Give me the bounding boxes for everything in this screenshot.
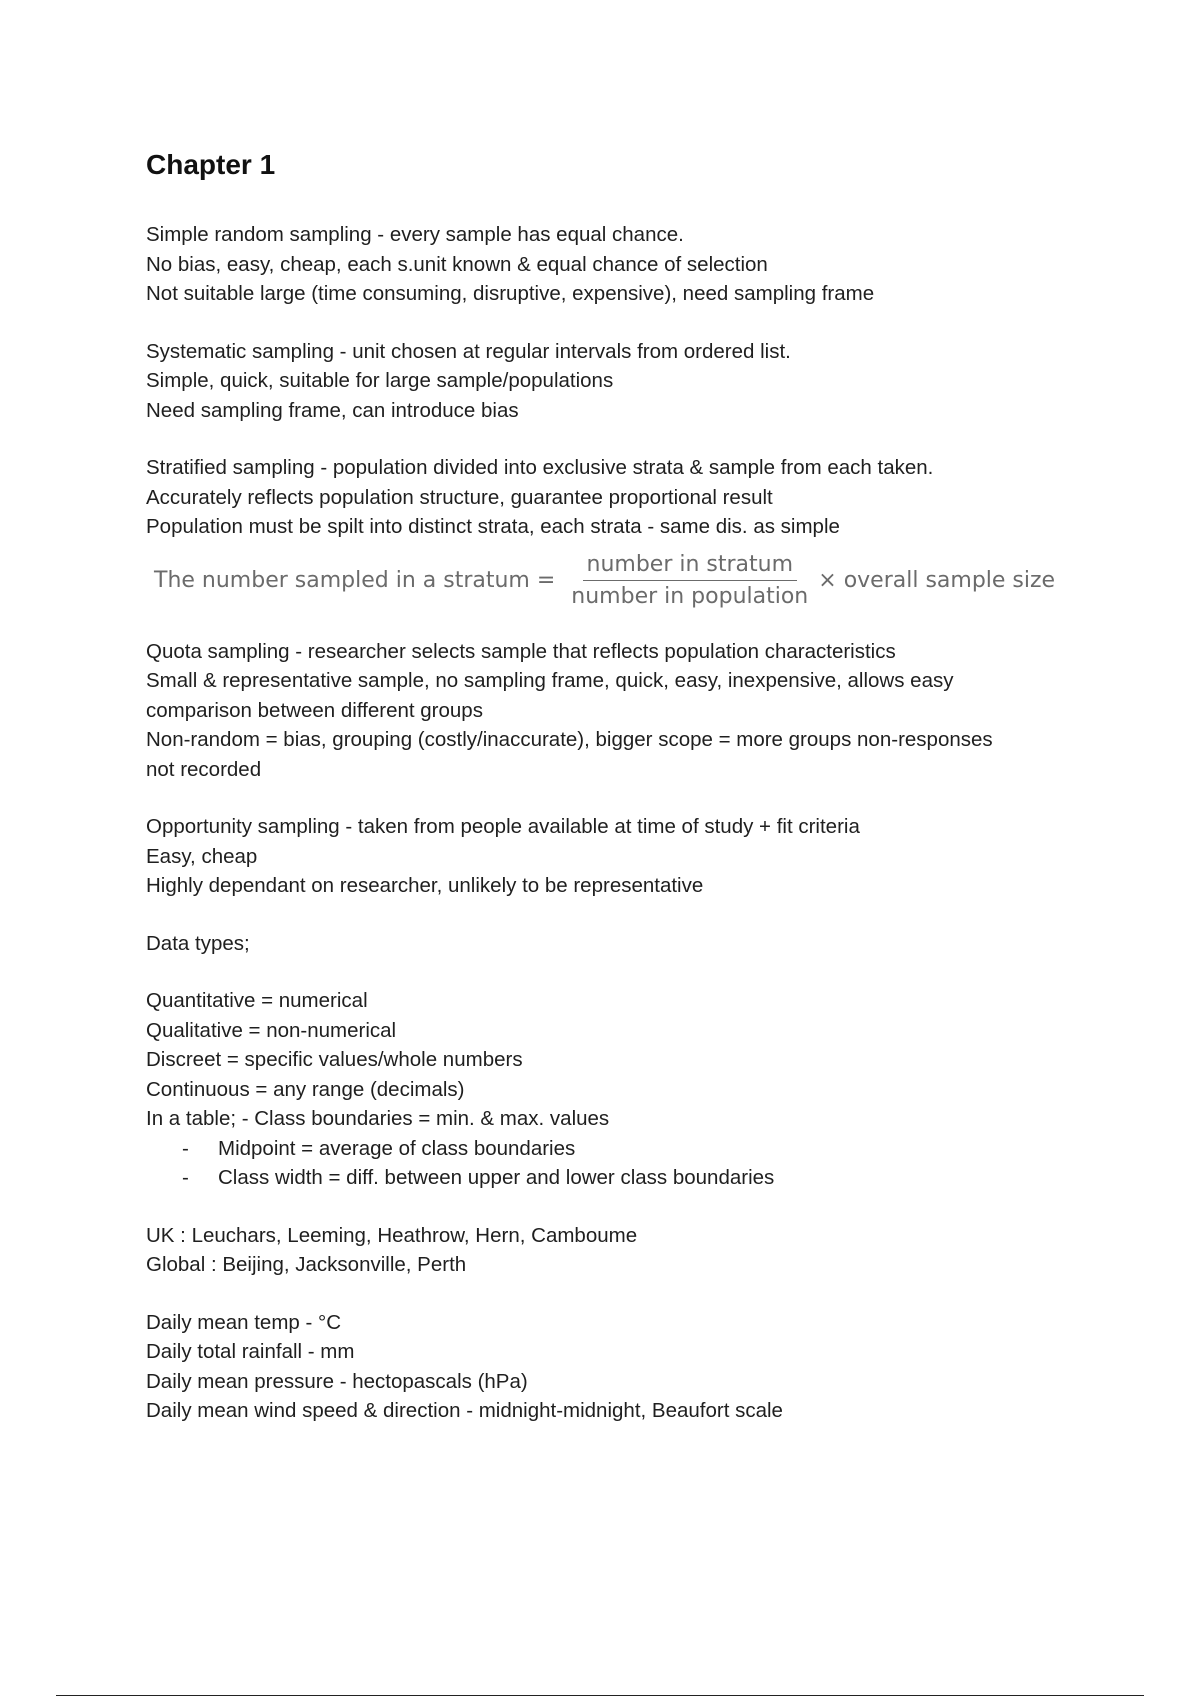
formula-denominator: number in population bbox=[571, 583, 809, 609]
bullet-text: Class width = diff. between upper and lower class boundaries bbox=[218, 1166, 775, 1189]
text-line: Not suitable large (time consuming, disruptive, expensive), need sampling frame bbox=[146, 282, 875, 305]
text-line: Simple, quick, suitable for large sample/populations bbox=[146, 369, 614, 392]
text-line: Daily total rainfall - mm bbox=[146, 1340, 355, 1363]
text-line: not recorded bbox=[146, 757, 262, 781]
text-line: Highly dependant on researcher, unlikely to be representative bbox=[146, 874, 704, 897]
text-line: Stratified sampling - population divided into exclusive strata & sample from each taken. bbox=[146, 456, 934, 479]
formula-fraction bbox=[567, 552, 812, 609]
section-measurements bbox=[146, 1308, 1086, 1426]
formula-numerator: number in stratum bbox=[583, 552, 798, 581]
bullet-dash: - bbox=[182, 1166, 189, 1189]
section-data-types bbox=[146, 986, 1086, 1193]
bullet-dash: - bbox=[182, 1136, 189, 1160]
section-opportunity bbox=[146, 812, 1086, 901]
text-line: Non-random = bias, grouping (costly/inaccurate), bigger scope = more groups non-responses bbox=[146, 728, 993, 751]
text-line: Systematic sampling - unit chosen at regular intervals from ordered list. bbox=[146, 339, 791, 363]
text-line: Global : Beijing, Jacksonville, Perth bbox=[146, 1253, 467, 1276]
section-simple-random bbox=[146, 220, 1086, 309]
text-line: Discreet = specific values/whole numbers bbox=[146, 1048, 523, 1071]
data-types-heading: Data types; bbox=[146, 931, 250, 955]
text-line: Qualitative = non-numerical bbox=[146, 1018, 397, 1042]
bullet-item bbox=[146, 1134, 1086, 1164]
class-bullet-list bbox=[146, 1134, 1086, 1193]
section-locations bbox=[146, 1221, 1086, 1280]
text-line: Easy, cheap bbox=[146, 844, 258, 868]
text-line: UK : Leuchars, Leeming, Heathrow, Hern, Camboume bbox=[146, 1223, 638, 1247]
text-line: Simple random sampling - every sample has equal chance. bbox=[146, 223, 684, 246]
bullet-text: Midpoint = average of class boundaries bbox=[218, 1136, 576, 1160]
formula-lhs: The number sampled in a stratum = bbox=[154, 567, 556, 593]
text-line: Daily mean pressure - hectopascals (hPa) bbox=[146, 1369, 528, 1393]
section-stratified bbox=[146, 453, 1086, 609]
text-line: Quota sampling - researcher selects sample that reflects population characteristics bbox=[146, 639, 896, 663]
text-line: Continuous = any range (decimals) bbox=[146, 1077, 465, 1101]
stratum-formula bbox=[154, 552, 1086, 609]
chapter-title: Chapter 1 bbox=[146, 149, 276, 180]
text-line: Accurately reflects population structure, guarantee proportional result bbox=[146, 485, 773, 509]
text-line: Daily mean wind speed & direction - midnight-midnight, Beaufort scale bbox=[146, 1399, 783, 1422]
text-line: Quantitative = numerical bbox=[146, 989, 368, 1012]
bullet-item bbox=[146, 1163, 1086, 1193]
text-line: Opportunity sampling - taken from people available at time of study + fit criteria bbox=[146, 815, 860, 838]
page-content bbox=[146, 148, 1086, 1426]
text-line: Daily mean temp - °C bbox=[146, 1310, 342, 1334]
text-line: No bias, easy, cheap, each s.unit known & equal chance of selection bbox=[146, 252, 768, 276]
section-systematic bbox=[146, 337, 1086, 426]
text-line: In a table; - Class boundaries = min. & max. values bbox=[146, 1107, 610, 1130]
formula-rhs: × overall sample size bbox=[818, 567, 1056, 593]
section-data-types-heading bbox=[146, 929, 1086, 959]
section-quota bbox=[146, 637, 1086, 785]
text-line: Need sampling frame, can introduce bias bbox=[146, 398, 519, 422]
text-line: comparison between different groups bbox=[146, 698, 483, 722]
text-line: Population must be spilt into distinct strata, each strata - same dis. as simple bbox=[146, 515, 840, 538]
text-line: Small & representative sample, no sampling frame, quick, easy, inexpensive, allows easy bbox=[146, 669, 954, 692]
page-bottom-rule bbox=[56, 1695, 1144, 1696]
